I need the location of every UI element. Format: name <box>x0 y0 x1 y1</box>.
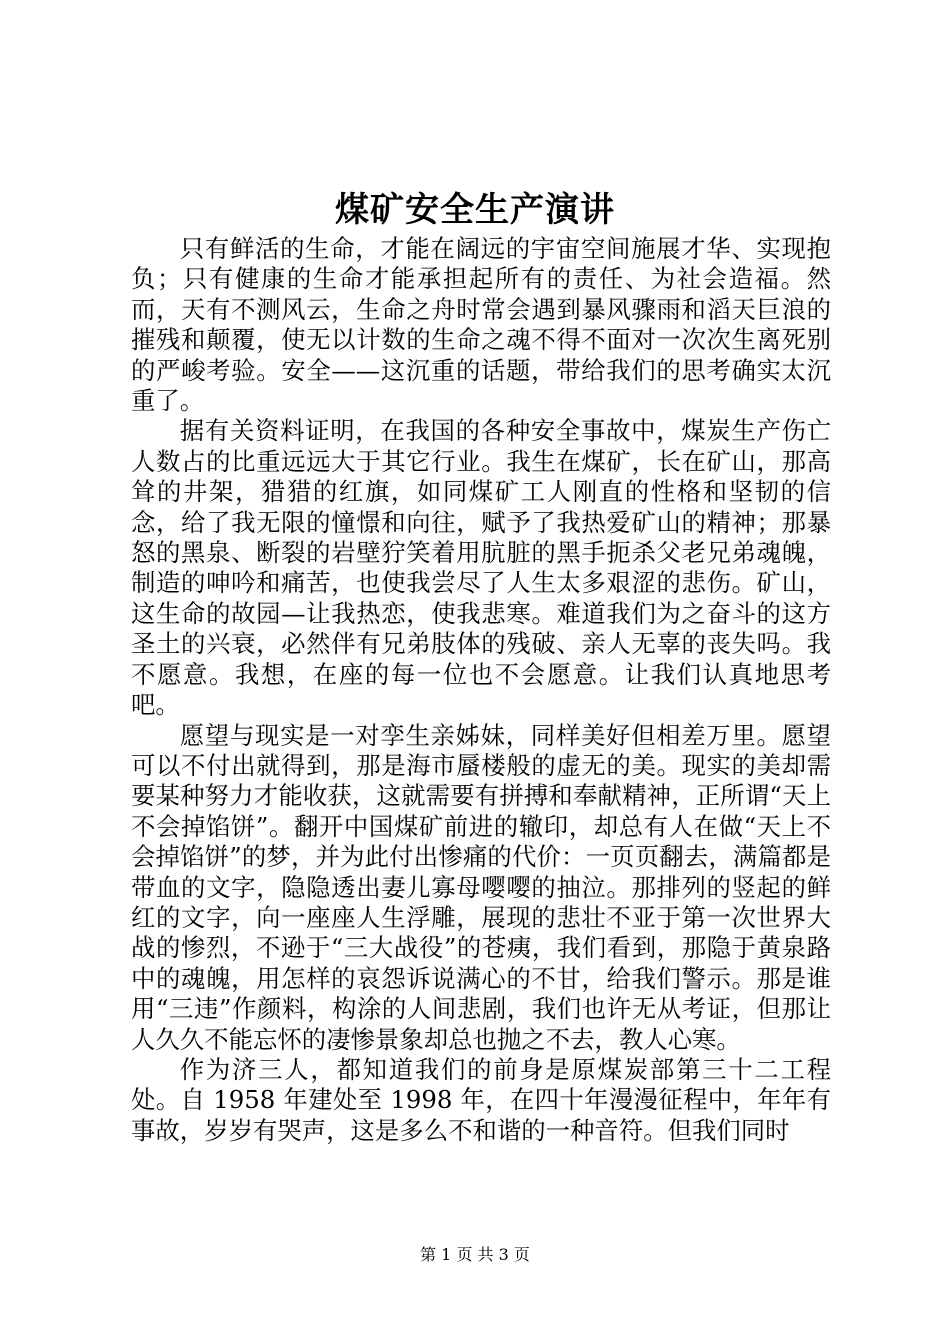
paragraph-3: 愿望与现实是一对孪生亲姊妹，同样美好但相差万里。愿望可以不付出就得到，那是海市蜃楼般的虚无的美。现实的美却需要某种努力才能收获，这就需要有拼搏和奉献精神，正所谓“天上不会掉馅饼”。翻开中国煤矿前进的辙印，却总有人在做“天上不会掉馅饼”的梦，并为此付出惨痛的代价：一页页翻去，满篇都是带血的文字，隐隐透出妻儿寡母嘤嘤的抽泣。那排列的竖起的鲜红的文字，向一座座人生浮雕，展现的悲壮不亚于第一次世界大战的惨烈，不逊于“三大战役”的苍痍，我们看到，那隐于黄泉路中的魂魄，用怎样的哀怨诉说满心的不甘，给我们警示。那是谁用“三违”作颜料，构涂的人间悲剧，我们也许无从考证，但那让人久久不能忘怀的凄惨景象却总也抛之不去，教人心寒。 <box>131 720 831 1054</box>
paragraph-1: 只有鲜活的生命，才能在阔远的宇宙空间施展才华、实现抱负；只有健康的生命才能承担起所有的责任、为社会造福。然而，天有不测风云，生命之舟时常会遇到暴风骤雨和滔天巨浪的摧残和颠覆，使无以计数的生命之魂不得不面对一次次生离死别的严峻考验。安全——这沉重的话题，带给我们的思考确实太沉重了。 <box>131 234 831 416</box>
page-footer: 第 1 页 共 3 页 <box>420 1245 530 1264</box>
document-body <box>131 234 831 1146</box>
document-title: 煤矿安全生产演讲 <box>335 190 615 230</box>
paragraph-4: 作为济三人，都知道我们的前身是原煤炭部第三十二工程处。自 1958 年建处至 1998 年，在四十年漫漫征程中，年年有事故，岁岁有哭声，这是多么不和谐的一种音符。但我们同时 <box>131 1054 831 1145</box>
paragraph-2: 据有关资料证明，在我国的各种安全事故中，煤炭生产伤亡人数占的比重远远大于其它行业。我生在煤矿，长在矿山，那高耸的井架，猎猎的红旗，如同煤矿工人刚直的性格和坚韧的信念，给了我无限的憧憬和向往，赋予了我热爱矿山的精神；那暴怒的黑泉、断裂的岩壁狞笑着用肮脏的黑手扼杀父老兄弟魂魄，制造的呻吟和痛苦，也使我尝尽了人生太多艰涩的悲伤。矿山，这生命的故园—让我热恋，使我悲寒。难道我们为之奋斗的这方圣土的兴衰，必然伴有兄弟肢体的残破、亲人无辜的丧失吗。我不愿意。我想，在座的每一位也不会愿意。让我们认真地思考吧。 <box>131 416 831 720</box>
